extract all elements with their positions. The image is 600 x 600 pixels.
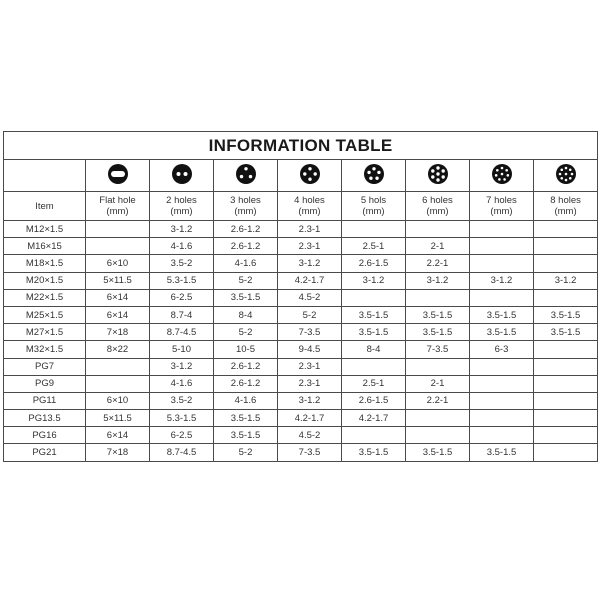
- value-cell: 3-1.2: [534, 272, 598, 289]
- value-cell: 2.3-1: [278, 238, 342, 255]
- information-table-wrapper: [3, 131, 597, 462]
- four-holes-icon: [299, 163, 321, 188]
- value-cell: 7-3.5: [278, 324, 342, 341]
- value-cell: 3-1.2: [150, 358, 214, 375]
- column-header-label: 2 holes: [166, 195, 197, 206]
- value-cell: 2.6-1.2: [214, 221, 278, 238]
- value-cell: [406, 289, 470, 306]
- column-header-unit: (mm): [362, 206, 385, 217]
- value-cell: [534, 375, 598, 392]
- title-row: [4, 132, 598, 160]
- value-cell: 7×18: [86, 324, 150, 341]
- value-cell: [406, 358, 470, 375]
- value-cell: [534, 289, 598, 306]
- value-cell: 6×10: [86, 392, 150, 409]
- item-cell: PG16: [4, 427, 86, 444]
- value-cell: [406, 221, 470, 238]
- value-cell: [534, 238, 598, 255]
- value-cell: 2.6-1.2: [214, 238, 278, 255]
- value-cell: 5-2: [278, 306, 342, 323]
- column-header-label: 6 holes: [422, 195, 453, 206]
- value-cell: 8-4: [214, 306, 278, 323]
- value-cell: 3-1.2: [150, 221, 214, 238]
- column-header: [214, 192, 278, 221]
- value-cell: [470, 427, 534, 444]
- value-cell: [470, 238, 534, 255]
- column-header: [278, 192, 342, 221]
- item-cell: M20×1.5: [4, 272, 86, 289]
- value-cell: [342, 358, 406, 375]
- table-row: [4, 392, 598, 409]
- value-cell: 8.7-4: [150, 306, 214, 323]
- table-row: [4, 341, 598, 358]
- value-cell: 5-10: [150, 341, 214, 358]
- header-row: [4, 192, 598, 221]
- item-cell: M25×1.5: [4, 306, 86, 323]
- item-cell: M27×1.5: [4, 324, 86, 341]
- value-cell: 6×14: [86, 427, 150, 444]
- value-cell: 2.6-1.2: [214, 358, 278, 375]
- value-cell: 10-5: [214, 341, 278, 358]
- value-cell: 4.5-2: [278, 427, 342, 444]
- value-cell: 8-4: [342, 341, 406, 358]
- value-cell: 2.6-1.5: [342, 255, 406, 272]
- value-cell: 2.2-1: [406, 255, 470, 272]
- value-cell: [470, 221, 534, 238]
- table-row: [4, 272, 598, 289]
- value-cell: 3.5-1.5: [470, 306, 534, 323]
- eight-holes-icon: [555, 163, 577, 188]
- value-cell: [534, 358, 598, 375]
- value-cell: [470, 410, 534, 427]
- item-cell: PG21: [4, 444, 86, 461]
- value-cell: 3.5-1.5: [534, 324, 598, 341]
- item-cell: PG13.5: [4, 410, 86, 427]
- table-row: [4, 255, 598, 272]
- icon-cell: [470, 160, 534, 192]
- value-cell: 4.5-2: [278, 289, 342, 306]
- value-cell: 6×14: [86, 289, 150, 306]
- value-cell: 2.6-1.5: [342, 392, 406, 409]
- value-cell: [342, 427, 406, 444]
- value-cell: 6-3: [470, 341, 534, 358]
- value-cell: 9-4.5: [278, 341, 342, 358]
- seven-holes-icon: [491, 163, 513, 188]
- value-cell: 2.2-1: [406, 392, 470, 409]
- icon-cell: [342, 160, 406, 192]
- value-cell: [470, 392, 534, 409]
- five-holes-icon: [363, 163, 385, 188]
- value-cell: 4-1.6: [214, 392, 278, 409]
- value-cell: 2.3-1: [278, 375, 342, 392]
- column-header-unit: (mm): [426, 206, 449, 217]
- table-row: [4, 444, 598, 461]
- column-header-unit: (mm): [490, 206, 513, 217]
- value-cell: 7-3.5: [278, 444, 342, 461]
- value-cell: 4.2-1.7: [278, 410, 342, 427]
- value-cell: 4.2-1.7: [278, 272, 342, 289]
- value-cell: [342, 221, 406, 238]
- value-cell: [534, 341, 598, 358]
- value-cell: [534, 410, 598, 427]
- value-cell: [534, 392, 598, 409]
- column-header: [150, 192, 214, 221]
- value-cell: [470, 289, 534, 306]
- value-cell: 5.3-1.5: [150, 410, 214, 427]
- table-row: [4, 306, 598, 323]
- information-table: [3, 131, 598, 462]
- value-cell: 5×11.5: [86, 410, 150, 427]
- value-cell: 6-2.5: [150, 427, 214, 444]
- value-cell: 3-1.2: [278, 392, 342, 409]
- value-cell: 3.5-1.5: [406, 324, 470, 341]
- item-cell: PG7: [4, 358, 86, 375]
- value-cell: 6×14: [86, 306, 150, 323]
- icon-cell: [406, 160, 470, 192]
- value-cell: [86, 221, 150, 238]
- table-row: [4, 324, 598, 341]
- icon-cell: [534, 160, 598, 192]
- value-cell: [406, 427, 470, 444]
- column-header-label: 5 hols: [360, 195, 387, 206]
- column-header-unit: (mm): [298, 206, 321, 217]
- value-cell: 2.6-1.2: [214, 375, 278, 392]
- six-holes-icon: [427, 163, 449, 188]
- value-cell: 5-2: [214, 324, 278, 341]
- column-header-unit: (mm): [554, 206, 577, 217]
- value-cell: 4.2-1.7: [342, 410, 406, 427]
- two-holes-icon: [171, 163, 193, 188]
- item-cell: M32×1.5: [4, 341, 86, 358]
- value-cell: 8.7-4.5: [150, 444, 214, 461]
- value-cell: [86, 375, 150, 392]
- item-cell: M12×1.5: [4, 221, 86, 238]
- table-row: [4, 238, 598, 255]
- value-cell: [534, 444, 598, 461]
- table-body: [4, 221, 598, 462]
- value-cell: [470, 375, 534, 392]
- item-cell: M16×15: [4, 238, 86, 255]
- value-cell: 3-1.2: [470, 272, 534, 289]
- value-cell: [470, 358, 534, 375]
- icon-cell-empty: [4, 160, 86, 192]
- value-cell: 6-2.5: [150, 289, 214, 306]
- flat-hole-icon: [107, 163, 129, 188]
- value-cell: 8.7-4.5: [150, 324, 214, 341]
- table-row: [4, 358, 598, 375]
- value-cell: 3.5-1.5: [214, 410, 278, 427]
- value-cell: 2.3-1: [278, 221, 342, 238]
- table-row: [4, 375, 598, 392]
- value-cell: 5×11.5: [86, 272, 150, 289]
- column-header: [342, 192, 406, 221]
- value-cell: [86, 238, 150, 255]
- item-cell: M18×1.5: [4, 255, 86, 272]
- column-header-label: 3 holes: [230, 195, 261, 206]
- table-row: [4, 221, 598, 238]
- value-cell: 3.5-1.5: [342, 306, 406, 323]
- value-cell: [406, 410, 470, 427]
- column-header-label: Item: [35, 200, 54, 212]
- value-cell: [86, 358, 150, 375]
- value-cell: [470, 255, 534, 272]
- column-header: [534, 192, 598, 221]
- value-cell: [534, 427, 598, 444]
- value-cell: 8×22: [86, 341, 150, 358]
- three-holes-icon: [235, 163, 257, 188]
- value-cell: 6×10: [86, 255, 150, 272]
- column-header: [470, 192, 534, 221]
- icon-cell: [86, 160, 150, 192]
- value-cell: 4-1.6: [150, 238, 214, 255]
- column-header-label: Flat hole: [99, 195, 136, 206]
- value-cell: 2.3-1: [278, 358, 342, 375]
- icon-cell: [214, 160, 278, 192]
- value-cell: 7-3.5: [406, 341, 470, 358]
- value-cell: 3.5-1.5: [406, 444, 470, 461]
- value-cell: 3.5-1.5: [342, 444, 406, 461]
- value-cell: 5.3-1.5: [150, 272, 214, 289]
- value-cell: 3.5-1.5: [470, 324, 534, 341]
- value-cell: 5-2: [214, 272, 278, 289]
- value-cell: 3.5-1.5: [406, 306, 470, 323]
- column-header-unit: (mm): [106, 206, 129, 217]
- value-cell: 2-1: [406, 238, 470, 255]
- value-cell: 4-1.6: [150, 375, 214, 392]
- item-cell: PG11: [4, 392, 86, 409]
- value-cell: 3.5-1.5: [470, 444, 534, 461]
- icon-row: [4, 160, 598, 192]
- value-cell: 5-2: [214, 444, 278, 461]
- value-cell: 2.5-1: [342, 375, 406, 392]
- table-row: [4, 427, 598, 444]
- table-row: [4, 289, 598, 306]
- value-cell: 2-1: [406, 375, 470, 392]
- item-cell: PG9: [4, 375, 86, 392]
- table-title: INFORMATION TABLE: [4, 132, 598, 160]
- item-cell: M22×1.5: [4, 289, 86, 306]
- value-cell: 3-1.2: [278, 255, 342, 272]
- value-cell: [534, 221, 598, 238]
- column-header-label: 7 holes: [486, 195, 517, 206]
- column-header-unit: (mm): [170, 206, 193, 217]
- column-header: [406, 192, 470, 221]
- value-cell: 3.5-1.5: [214, 289, 278, 306]
- value-cell: 7×18: [86, 444, 150, 461]
- value-cell: 3.5-1.5: [534, 306, 598, 323]
- icon-cell: [150, 160, 214, 192]
- value-cell: 3-1.2: [406, 272, 470, 289]
- column-header: [86, 192, 150, 221]
- table-row: [4, 410, 598, 427]
- value-cell: 3.5-2: [150, 255, 214, 272]
- column-header-unit: (mm): [234, 206, 257, 217]
- column-header-label: 8 holes: [550, 195, 581, 206]
- value-cell: 3.5-1.5: [214, 427, 278, 444]
- icon-cell: [278, 160, 342, 192]
- value-cell: [534, 255, 598, 272]
- value-cell: 2.5-1: [342, 238, 406, 255]
- column-header: [4, 192, 86, 221]
- value-cell: 3-1.2: [342, 272, 406, 289]
- value-cell: 3.5-1.5: [342, 324, 406, 341]
- column-header-label: 4 holes: [294, 195, 325, 206]
- value-cell: 3.5-2: [150, 392, 214, 409]
- value-cell: [342, 289, 406, 306]
- value-cell: 4-1.6: [214, 255, 278, 272]
